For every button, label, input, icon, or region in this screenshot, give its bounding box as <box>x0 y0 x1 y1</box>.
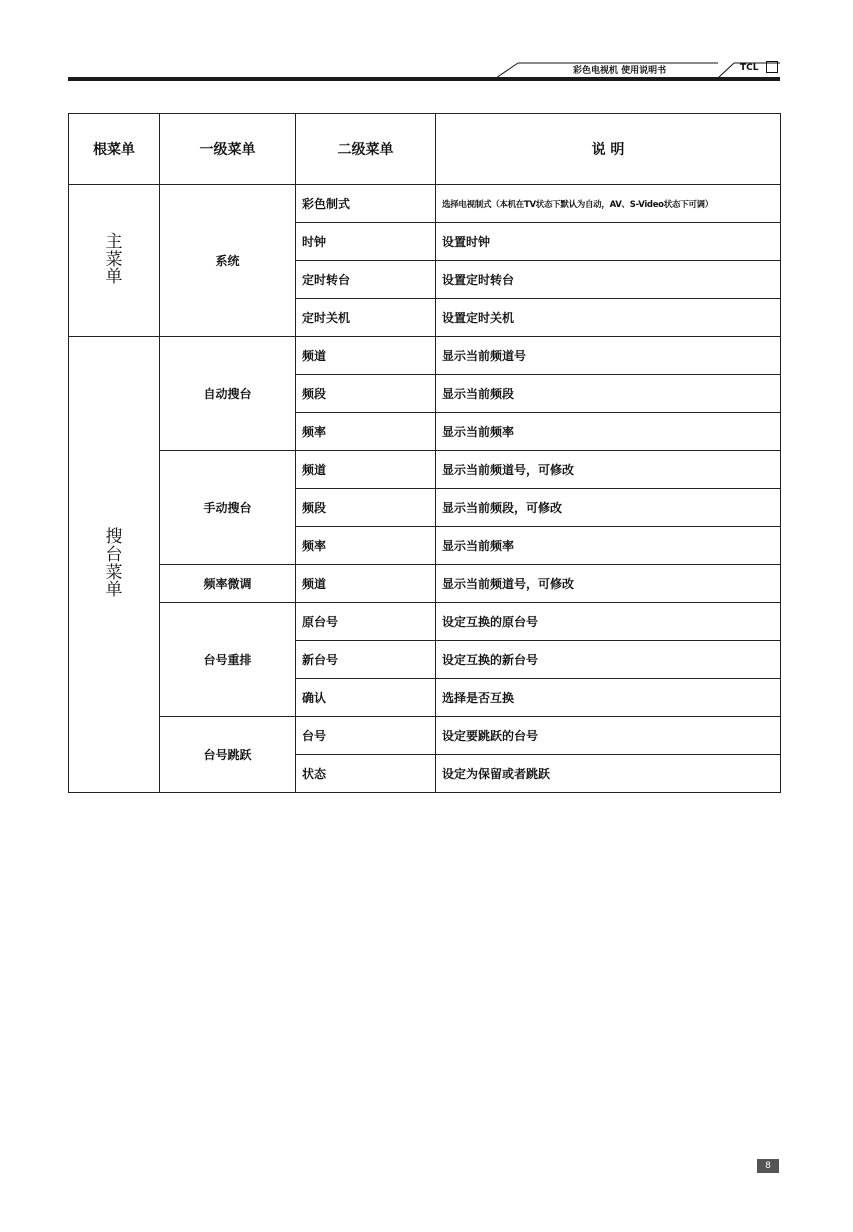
level1-manual-tune: 手动搜台 <box>160 451 296 565</box>
sub-item: 定时关机 <box>296 299 436 337</box>
table-row <box>69 337 781 375</box>
sub-item: 台号 <box>296 717 436 755</box>
brand-icon <box>766 61 778 73</box>
sub-item: 定时转台 <box>296 261 436 299</box>
sub-item: 频率 <box>296 527 436 565</box>
description: 显示当前频段 <box>436 375 781 413</box>
sub-item: 频道 <box>296 451 436 489</box>
description: 选择是否互换 <box>436 679 781 717</box>
description: 选择电视制式（本机在TV状态下默认为自动，AV、S-Video状态下可调） <box>436 185 781 223</box>
sub-item: 频段 <box>296 489 436 527</box>
table-row <box>69 565 781 603</box>
table-row <box>69 185 781 223</box>
page-number: 8 <box>757 1159 779 1173</box>
description: 设定为保留或者跳跃 <box>436 755 781 793</box>
menu-table <box>68 113 781 793</box>
description: 设定互换的新台号 <box>436 641 781 679</box>
level1-channel-swap: 台号重排 <box>160 603 296 717</box>
sub-item: 频道 <box>296 337 436 375</box>
table-row <box>69 717 781 755</box>
root-tune-menu: 搜台菜单 <box>69 337 160 793</box>
sub-item: 频道 <box>296 565 436 603</box>
description: 显示当前频率 <box>436 527 781 565</box>
level1-channel-skip: 台号跳跃 <box>160 717 296 793</box>
root-main-menu: 主菜单 <box>69 185 160 337</box>
description: 设置定时转台 <box>436 261 781 299</box>
sub-item: 时钟 <box>296 223 436 261</box>
col-header-level2: 二级菜单 <box>296 114 436 185</box>
sub-item: 新台号 <box>296 641 436 679</box>
sub-item: 状态 <box>296 755 436 793</box>
header-title: 彩色电视机 使用说明书 <box>573 66 667 76</box>
description: 显示当前频道号，可修改 <box>436 451 781 489</box>
sub-item: 彩色制式 <box>296 185 436 223</box>
table-row <box>69 603 781 641</box>
description: 显示当前频道号，可修改 <box>436 565 781 603</box>
sub-item: 原台号 <box>296 603 436 641</box>
col-header-level1: 一级菜单 <box>160 114 296 185</box>
table-header-row <box>69 114 781 185</box>
table-row <box>69 451 781 489</box>
description: 设定要跳跃的台号 <box>436 717 781 755</box>
brand-logo: TCL <box>740 63 759 73</box>
header-rule <box>68 77 780 81</box>
col-header-desc: 说 明 <box>436 114 781 185</box>
level1-fine-tune: 频率微调 <box>160 565 296 603</box>
description: 显示当前频道号 <box>436 337 781 375</box>
sub-item: 确认 <box>296 679 436 717</box>
level1-system: 系统 <box>160 185 296 337</box>
level1-auto-tune: 自动搜台 <box>160 337 296 451</box>
sub-item: 频率 <box>296 413 436 451</box>
description: 显示当前频率 <box>436 413 781 451</box>
description: 设定互换的原台号 <box>436 603 781 641</box>
sub-item: 频段 <box>296 375 436 413</box>
description: 设置定时关机 <box>436 299 781 337</box>
col-header-root: 根菜单 <box>69 114 160 185</box>
description: 设置时钟 <box>436 223 781 261</box>
description: 显示当前频段，可修改 <box>436 489 781 527</box>
